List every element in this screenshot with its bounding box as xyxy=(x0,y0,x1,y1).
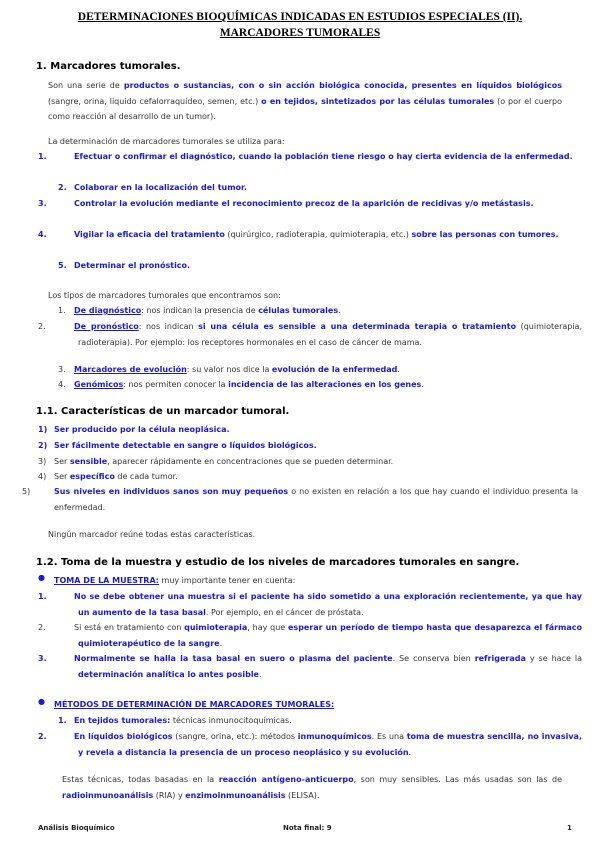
uses-item-3: 3. Controlar la evolución mediante el reconocimiento precoz de la aparición de recidivas y/o metástasis. xyxy=(38,199,534,208)
section-heading-1: 1. Marcadores tumorales. xyxy=(36,61,181,72)
characteristic-item-3: 3) Ser sensible, aparecer rápidamente en concentraciones que se pueden determinar. xyxy=(38,457,394,466)
characteristic-item-2: 2) Ser fácilmente detectable en sangre o líquidos biológicos. xyxy=(38,441,317,450)
section-1-intro: Son una serie de productos o sustancias, con o sin acción biológica conocida, presentes en líquidos biológicos (sangre, orina, líquido cefalorraquídeo, semen, etc.) o en tejidos, sintetizados por las células tumorales (o por el cuerpo como reacción al desarrollo de un tumor). xyxy=(48,81,563,121)
bullet-dot-1: ● xyxy=(38,573,45,582)
characteristic-item-4: 4) Ser específico de cada tumor. xyxy=(38,472,178,481)
sample-item-2: 2. Si está en tratamiento con quimioterapia, hay que esperar un período de tiempo hasta que desaparezca el fármaco quimioterapéutico de la sangre. xyxy=(38,623,583,648)
document-title-line1: DETERMINACIONES BIOQUÍMICAS INDICADAS EN ESTUDIOS ESPECIALES (II). xyxy=(77,11,523,23)
types-item-3: 3. Marcadores de evolución: su valor nos dice la evolución de la enfermedad. xyxy=(58,365,400,374)
sample-item-3: 3. Normalmente se halla la tasa basal en suero o plasma del paciente. Se conserva bien refrigerada y se hace la determinación analítica lo antes posible. xyxy=(38,654,582,679)
types-lead: Los tipos de marcadores tumorales que encontramos son: xyxy=(48,291,281,300)
bullet-dot-2: ● xyxy=(38,697,45,706)
methods-item-2: 2. En líquidos biológicos (sangre, orina, etc.): métodos inmunoquímicos. Es una toma de muestra sencilla, no invasiva, y revela a distancia la presencia de un proceso neoplásico y su evolución. xyxy=(38,732,582,757)
footer-course: Análisis Bioquímico xyxy=(38,824,115,832)
types-item-1: 1. De diagnóstico: nos indican la presencia de células tumorales. xyxy=(58,306,341,315)
uses-item-1: 1. Efectuar o confirmar el diagnóstico, cuando la población tiene riesgo o hay cierta evidencia de la enfermedad. xyxy=(38,152,573,161)
methods-heading: MÉTODOS DE DETERMINACIÓN DE MARCADORES TUMORALES: xyxy=(54,700,335,709)
section-heading-1-2: 1.2. Toma de la muestra y estudio de los niveles de marcadores tumorales en sangre. xyxy=(36,557,520,568)
uses-item-4: 4. Vigilar la eficacia del tratamiento (quirúrgico, radioterapia, quimioterapia, etc.) sobre las personas con tumores. xyxy=(38,230,559,239)
methods-closing: Estas técnicas, todas basadas en la reacción antígeno-anticuerpo, son muy sensibles. Las más usadas son las de radioinmunoanálisis (RIA) y enzimoinmunoanálisis (ELISA). xyxy=(62,775,562,800)
uses-lead: La determinación de marcadores tumorales se utiliza para: xyxy=(48,137,285,146)
uses-item-2: 2. Colaborar en la localización del tumor. xyxy=(58,183,247,192)
document-title-line2: MARCADORES TUMORALES xyxy=(219,27,381,39)
footer-grade: Nota final: 9 xyxy=(283,824,332,832)
methods-item-1: 1. En tejidos tumorales: técnicas inmunocitoquímicas. xyxy=(58,716,292,725)
sample-item-1: 1. No se debe obtener una muestra si el paciente ha sido sometido a una exploración recientemente, ya que hay un aumento de la tasa basal. Por ejemplo, en el cáncer de próstata. xyxy=(38,592,582,617)
section-heading-1-1: 1.1. Características de un marcador tumoral. xyxy=(36,406,290,417)
characteristics-note: Ningún marcador reúne todas estas características. xyxy=(48,530,256,539)
sample-collection-heading: TOMA DE LA MUESTRA: muy importante tener en cuenta: xyxy=(54,576,296,585)
footer-page-number: 1 xyxy=(567,824,572,832)
types-item-2: 2. De pronóstico: nos indican si una célula es sensible a una determinada terapia o tratamiento (quimioterapia, radioterapia). Por ejemplo: los receptores hormonales en el caso de cáncer de mama. xyxy=(38,322,583,347)
types-item-4: 4. Genómicos: nos permiten conocer la incidencia de las alteraciones en los genes. xyxy=(58,380,424,389)
uses-item-5: 5. Determinar el pronóstico. xyxy=(58,261,191,270)
characteristic-item-5: 5) Sus niveles en individuos sanos son muy pequeños o no existen en relación a los que hay cuando el individuo presenta la enfermedad. xyxy=(22,487,578,512)
characteristic-item-1: 1) Ser producido por la célula neoplásica. xyxy=(38,425,230,434)
